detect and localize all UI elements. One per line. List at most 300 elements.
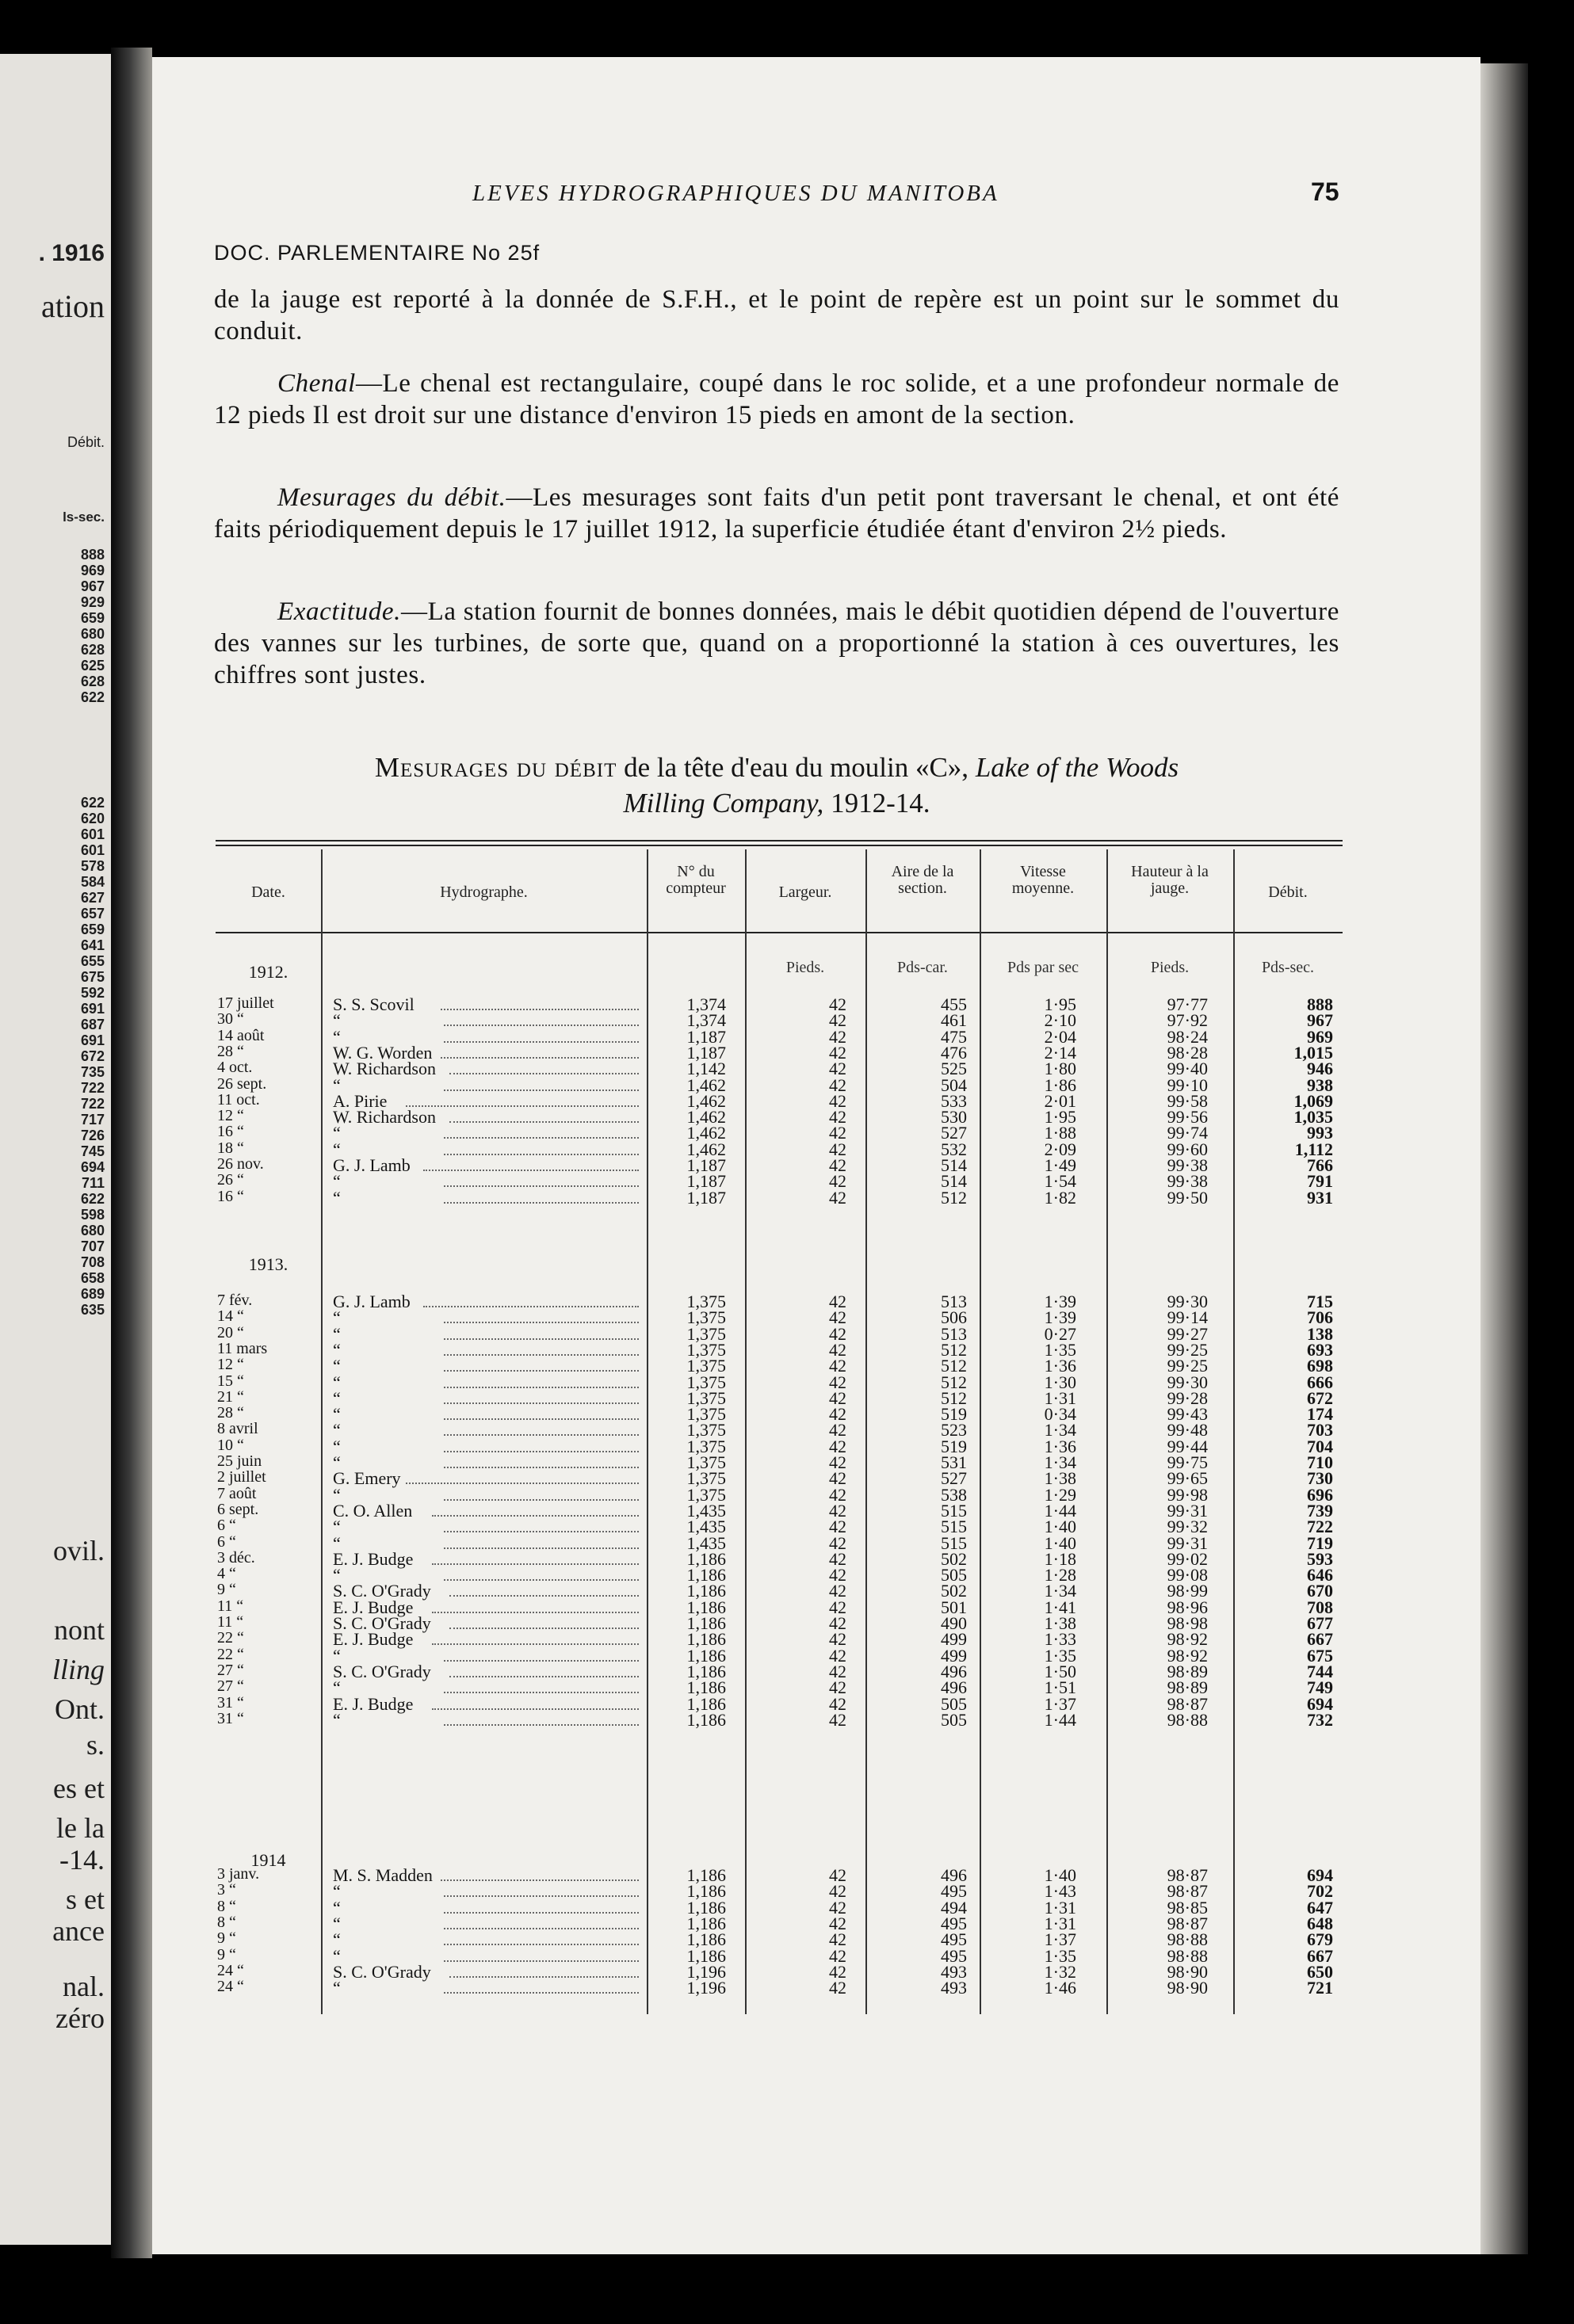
cell-vitesse: 1·35 (1044, 1339, 1076, 1360)
prev-text-line: zéro (55, 2002, 105, 2034)
cell-debit: 967 (1307, 1010, 1333, 1031)
cell-compteur: 1,435 (686, 1500, 726, 1521)
year-label: 1914 (250, 1850, 286, 1870)
cell-aire: 499 (941, 1645, 967, 1666)
cell-compteur: 1,186 (686, 1913, 726, 1933)
cell-hauteur: 98·92 (1167, 1645, 1208, 1666)
cell-debit: 730 (1307, 1468, 1333, 1489)
cell-largeur: 42 (829, 1372, 846, 1392)
cell-aire: 512 (941, 1387, 967, 1408)
cell-date: 14 août (217, 1026, 265, 1044)
cell-debit: 702 (1307, 1881, 1333, 1902)
cell-hydrographe: “ (333, 1171, 341, 1192)
cell-hauteur: 99·65 (1167, 1468, 1208, 1489)
cell-debit: 739 (1307, 1500, 1333, 1521)
cell-debit: 1,112 (1294, 1139, 1333, 1159)
cell-largeur: 42 (829, 1961, 846, 1982)
cell-debit: 667 (1307, 1629, 1333, 1650)
prev-value: 622 (80, 795, 105, 811)
cell-aire: 523 (941, 1420, 967, 1441)
cell-hauteur: 99·25 (1167, 1339, 1208, 1360)
cell-largeur: 42 (829, 1484, 846, 1505)
previous-page-fragment (0, 54, 111, 2245)
cell-hydrographe: “ (333, 1929, 341, 1950)
cell-largeur: 42 (829, 1010, 846, 1031)
cell-debit: 744 (1307, 1661, 1333, 1681)
year-label: 1913. (248, 1254, 288, 1274)
cell-debit: 698 (1307, 1356, 1333, 1376)
col-divider-1 (321, 849, 323, 2014)
paragraph-chenal (214, 368, 1339, 431)
cell-hydrographe: E. J. Budge (333, 1548, 414, 1569)
prev-value: 658 (80, 1270, 105, 1286)
dot-leader (444, 1154, 639, 1155)
cell-debit: 708 (1307, 1597, 1333, 1617)
cell-debit: 138 (1307, 1323, 1333, 1344)
prev-value: 680 (80, 626, 105, 642)
cell-aire: 475 (941, 1026, 967, 1047)
cell-debit: 732 (1307, 1709, 1333, 1730)
cell-hydrographe: “ (333, 1517, 341, 1537)
cell-aire: 506 (941, 1307, 967, 1328)
dot-leader (449, 1628, 639, 1629)
cell-hauteur: 98·96 (1167, 1597, 1208, 1617)
cell-hauteur: 99·98 (1167, 1484, 1208, 1505)
cell-hauteur: 99·14 (1167, 1307, 1208, 1328)
cell-compteur: 1,375 (686, 1356, 726, 1376)
unit-aire: Pds-car. (897, 959, 948, 976)
prev-value: 635 (80, 1302, 105, 1318)
cell-aire: 455 (941, 994, 967, 1014)
cell-compteur: 1,187 (686, 1171, 726, 1192)
cell-largeur: 42 (829, 1404, 846, 1425)
cell-hauteur: 98·88 (1167, 1929, 1208, 1950)
cell-hydrographe: “ (333, 1307, 341, 1328)
cell-date: 26 nov. (217, 1155, 264, 1173)
prev-heading-word: ation (41, 288, 105, 324)
cell-hydrographe: S. S. Scovil (333, 994, 415, 1014)
dot-leader (406, 1105, 639, 1107)
prev-text-line: Ont. (55, 1693, 105, 1725)
cell-aire: 533 (941, 1090, 967, 1111)
cell-hydrographe: “ (333, 1452, 341, 1472)
cell-largeur: 42 (829, 1059, 846, 1079)
prev-value: 717 (80, 1112, 105, 1128)
table-top-rule (216, 840, 1343, 841)
cell-date: 16 “ (217, 1123, 244, 1141)
cell-largeur: 42 (829, 1661, 846, 1681)
cell-vitesse: 1·33 (1044, 1629, 1076, 1650)
cell-date: 21 “ (217, 1387, 244, 1406)
cell-debit: 969 (1307, 1026, 1333, 1047)
prev-value: 745 (80, 1143, 105, 1159)
paragraph-exactitude-text: —La station fournit de bonnes données, mais le débit quotidien dépend de l'ouverture des vannes sur les turbines, de sorte que, quand on a proportionné la station à ces ouvertures, les chiffres sont justes. (214, 597, 1339, 689)
cell-date: 17 juillet (217, 994, 274, 1012)
cell-vitesse: 1·40 (1044, 1517, 1076, 1537)
dot-leader (441, 1057, 639, 1059)
cell-compteur: 1,186 (686, 1581, 726, 1601)
cell-vitesse: 2·09 (1044, 1139, 1076, 1159)
cell-aire: 531 (941, 1452, 967, 1472)
cell-debit: 646 (1307, 1565, 1333, 1586)
cell-compteur: 1,186 (686, 1597, 726, 1617)
cell-aire: 461 (941, 1010, 967, 1031)
cell-aire: 493 (941, 1961, 967, 1982)
unit-debit: Pds-sec. (1261, 959, 1315, 976)
header-hydrographe: Hydrographe. (440, 883, 528, 901)
dot-leader (444, 1185, 639, 1187)
cell-date: 9 “ (217, 1929, 236, 1948)
cell-hydrographe: “ (333, 1123, 341, 1143)
cell-hydrographe: “ (333, 1026, 341, 1047)
cell-date: 11 oct. (217, 1090, 260, 1109)
prev-value: 592 (80, 985, 105, 1001)
cell-hydrographe: A. Pirie (333, 1090, 388, 1111)
cell-hauteur: 98·87 (1167, 1913, 1208, 1933)
cell-hydrographe: “ (333, 1532, 341, 1553)
cell-largeur: 42 (829, 1155, 846, 1175)
cell-vitesse: 1·36 (1044, 1356, 1076, 1376)
paragraph-intro (214, 284, 1339, 347)
cell-compteur: 1,374 (686, 1010, 726, 1031)
cell-largeur: 42 (829, 1307, 846, 1328)
cell-date: 9 “ (217, 1581, 236, 1599)
cell-debit: 1,035 (1293, 1107, 1333, 1128)
cell-largeur: 42 (829, 1929, 846, 1950)
cell-date: 15 “ (217, 1372, 244, 1390)
header-compteur: N° du compteur (666, 863, 726, 897)
cell-debit: 672 (1307, 1387, 1333, 1408)
prev-value: 657 (80, 906, 105, 922)
cell-hydrographe: S. C. O'Grady (333, 1581, 431, 1601)
cell-date: 28 “ (217, 1404, 244, 1422)
paragraph-mesurages-text: —Les mesurages sont faits d'un petit pont traversant le chenal, et ont été faits périodiquement depuis le 17 juillet 1912, la superficie étudiée étant d'environ 2½ pieds. (214, 483, 1339, 544)
cell-date: 26 sept. (217, 1074, 267, 1093)
cell-debit: 710 (1307, 1452, 1333, 1472)
cell-vitesse: 1·95 (1044, 1107, 1076, 1128)
cell-hauteur: 99·38 (1167, 1171, 1208, 1192)
prev-value: 888 (80, 547, 105, 563)
cell-date: 20 “ (217, 1323, 244, 1341)
cell-date: 9 “ (217, 1945, 236, 1963)
prev-value: 708 (80, 1254, 105, 1270)
cell-largeur: 42 (829, 1323, 846, 1344)
cell-largeur: 42 (829, 1042, 846, 1063)
cell-compteur: 1,375 (686, 1436, 726, 1456)
cell-aire: 512 (941, 1356, 967, 1376)
cell-vitesse: 2·14 (1044, 1042, 1076, 1063)
document-reference: DOC. PARLEMENTAIRE No 25f (214, 241, 541, 265)
cell-largeur: 42 (829, 1339, 846, 1360)
cell-aire: 515 (941, 1500, 967, 1521)
prev-value: 641 (80, 937, 105, 953)
cell-compteur: 1,462 (686, 1074, 726, 1095)
cell-debit: 693 (1307, 1339, 1333, 1360)
prev-text-line: es et (53, 1773, 105, 1804)
cell-vitesse: 1·80 (1044, 1059, 1076, 1079)
paragraph-exactitude (214, 596, 1339, 691)
cell-vitesse: 1·43 (1044, 1881, 1076, 1902)
cell-vitesse: 1·37 (1044, 1929, 1076, 1950)
cell-hauteur: 97·77 (1167, 994, 1208, 1014)
cell-hydrographe: S. C. O'Grady (333, 1661, 431, 1681)
unit-largeur: Pieds. (785, 959, 825, 976)
cell-largeur: 42 (829, 1171, 846, 1192)
cell-aire: 538 (941, 1484, 967, 1505)
cell-vitesse: 1·37 (1044, 1693, 1076, 1714)
cell-compteur: 1,186 (686, 1645, 726, 1666)
cell-vitesse: 1·46 (1044, 1978, 1076, 1998)
cell-debit: 670 (1307, 1581, 1333, 1601)
cell-hydrographe: “ (333, 1677, 341, 1698)
cell-compteur: 1,186 (686, 1629, 726, 1650)
cell-largeur: 42 (829, 1292, 846, 1311)
cell-aire: 493 (941, 1978, 967, 1998)
cell-hauteur: 99·30 (1167, 1372, 1208, 1392)
prev-value: 622 (80, 1191, 105, 1207)
cell-hauteur: 98·87 (1167, 1693, 1208, 1714)
paragraph-chenal-text: —Le chenal est rectangulaire, coupé dans le roc solide, et a une profondeur normale de 12 pieds Il est droit sur une distance d'environ 15 pieds en amont de la section. (214, 369, 1339, 429)
dot-leader (444, 1338, 639, 1340)
cell-aire: 519 (941, 1436, 967, 1456)
cell-vitesse: 1·88 (1044, 1123, 1076, 1143)
cell-largeur: 42 (829, 1978, 846, 1998)
dot-leader (444, 1467, 639, 1468)
cell-compteur: 1,462 (686, 1139, 726, 1159)
prev-value: 735 (80, 1064, 105, 1080)
prev-text-line: s et (66, 1883, 105, 1915)
header-hauteur: Hauteur à la jauge. (1131, 863, 1209, 897)
cell-hauteur: 98·99 (1167, 1581, 1208, 1601)
cell-debit: 703 (1307, 1420, 1333, 1441)
cell-aire: 496 (941, 1865, 967, 1885)
cell-hauteur: 99·44 (1167, 1436, 1208, 1456)
cell-hydrographe: “ (333, 1187, 341, 1208)
cell-compteur: 1,196 (686, 1961, 726, 1982)
cell-largeur: 42 (829, 1026, 846, 1047)
dot-leader (444, 1025, 639, 1026)
cell-date: 28 “ (217, 1042, 244, 1060)
cell-hauteur: 99·60 (1167, 1139, 1208, 1159)
cell-debit: 667 (1307, 1945, 1333, 1966)
cell-hydrographe: “ (333, 1074, 341, 1095)
cell-aire: 495 (941, 1945, 967, 1966)
cell-compteur: 1,186 (686, 1709, 726, 1730)
cell-vitesse: 1·31 (1044, 1913, 1076, 1933)
cell-date: 6 “ (217, 1532, 236, 1551)
cell-aire: 512 (941, 1339, 967, 1360)
cell-aire: 505 (941, 1709, 967, 1730)
dot-leader (441, 1009, 639, 1010)
cell-largeur: 42 (829, 1452, 846, 1472)
prev-value: 711 (81, 1175, 105, 1191)
cell-vitesse: 1·51 (1044, 1677, 1076, 1698)
dot-leader (444, 1960, 639, 1962)
cell-debit: 721 (1307, 1978, 1333, 1998)
dot-leader (449, 1676, 639, 1677)
cell-aire: 513 (941, 1323, 967, 1344)
cell-compteur: 1,462 (686, 1107, 726, 1128)
cell-hauteur: 98·88 (1167, 1945, 1208, 1966)
cell-hauteur: 98·24 (1167, 1026, 1208, 1047)
cell-compteur: 1,187 (686, 1042, 726, 1063)
cell-hauteur: 99·30 (1167, 1292, 1208, 1311)
cell-debit: 888 (1307, 994, 1333, 1014)
cell-hydrographe: “ (333, 1978, 341, 1998)
prev-value: 687 (80, 1017, 105, 1032)
cell-vitesse: 2·01 (1044, 1090, 1076, 1111)
cell-compteur: 1,375 (686, 1420, 726, 1441)
cell-hauteur: 99·40 (1167, 1059, 1208, 1079)
cell-vitesse: 1·35 (1044, 1645, 1076, 1666)
cell-vitesse: 1·30 (1044, 1372, 1076, 1392)
cell-hydrographe: E. J. Budge (333, 1629, 414, 1650)
cell-debit: 647 (1307, 1897, 1333, 1918)
cell-debit: 694 (1307, 1693, 1333, 1714)
prev-text-line: nal. (63, 1971, 105, 2002)
cell-vitesse: 1·44 (1044, 1500, 1076, 1521)
cell-aire: 499 (941, 1629, 967, 1650)
cell-debit: 696 (1307, 1484, 1333, 1505)
cell-largeur: 42 (829, 1123, 846, 1143)
cell-date: 31 “ (217, 1709, 244, 1727)
dot-leader (444, 1692, 639, 1693)
cell-debit: 1,015 (1293, 1042, 1333, 1063)
cell-vitesse: 1·32 (1044, 1961, 1076, 1982)
prev-value: 694 (80, 1159, 105, 1175)
prev-heading-year: . 1916 (38, 240, 105, 266)
dot-leader (406, 1483, 639, 1484)
dot-leader (444, 1912, 639, 1914)
cell-debit: 679 (1307, 1929, 1333, 1950)
cell-date: 12 “ (217, 1107, 244, 1125)
cell-compteur: 1,186 (686, 1565, 726, 1586)
cell-aire: 496 (941, 1677, 967, 1698)
cell-aire: 490 (941, 1613, 967, 1633)
cell-compteur: 1,375 (686, 1468, 726, 1489)
cell-hauteur: 99·28 (1167, 1387, 1208, 1408)
cell-vitesse: 1·34 (1044, 1452, 1076, 1472)
cell-hauteur: 99·27 (1167, 1323, 1208, 1344)
cell-compteur: 1,187 (686, 1026, 726, 1047)
cell-hauteur: 99·50 (1167, 1187, 1208, 1208)
cell-aire: 495 (941, 1929, 967, 1950)
cell-largeur: 42 (829, 994, 846, 1014)
prev-value: 598 (80, 1207, 105, 1223)
table-top-rule-2 (216, 845, 1343, 846)
caption-company-1: Lake of the Woods (975, 752, 1179, 783)
dot-leader (444, 1531, 639, 1532)
header-largeur: Largeur. (778, 883, 832, 901)
dot-leader (444, 1089, 639, 1091)
prev-column-label: Débit. (67, 434, 105, 450)
paragraph-mesurages (214, 482, 1339, 545)
prev-value: 628 (80, 674, 105, 689)
cell-compteur: 1,375 (686, 1484, 726, 1505)
cell-aire: 502 (941, 1548, 967, 1569)
cell-largeur: 42 (829, 1356, 846, 1376)
prev-text-line: ance (52, 1915, 105, 1947)
header-vitesse: Vitesse moyenne. (1011, 863, 1075, 897)
cell-hydrographe: W. Richardson (333, 1107, 436, 1128)
prev-text-line: nont (53, 1614, 105, 1646)
dot-leader (432, 1643, 639, 1645)
cell-vitesse: 1·35 (1044, 1945, 1076, 1966)
dot-leader (444, 1354, 639, 1356)
table-caption (214, 750, 1339, 821)
cell-hydrographe: “ (333, 1709, 341, 1730)
prev-value: 622 (80, 689, 105, 705)
cell-hydrographe: E. J. Budge (333, 1597, 414, 1617)
cell-hydrographe: W. G. Worden (333, 1042, 433, 1063)
cell-debit: 719 (1307, 1532, 1333, 1553)
cell-vitesse: 1·28 (1044, 1565, 1076, 1586)
cell-debit: 677 (1307, 1613, 1333, 1633)
cell-largeur: 42 (829, 1565, 846, 1586)
cell-compteur: 1,375 (686, 1339, 726, 1360)
cell-compteur: 1,375 (686, 1323, 726, 1344)
prev-value: 655 (80, 953, 105, 969)
cell-date: 30 “ (217, 1010, 244, 1028)
cell-compteur: 1,186 (686, 1677, 726, 1698)
dot-leader (432, 1563, 639, 1565)
caption-small-caps: Mesurages du débit (374, 752, 617, 783)
cell-compteur: 1,435 (686, 1517, 726, 1537)
cell-largeur: 42 (829, 1945, 846, 1966)
cell-compteur: 1,462 (686, 1123, 726, 1143)
cell-vitesse: 1·86 (1044, 1074, 1076, 1095)
cell-largeur: 42 (829, 1420, 846, 1441)
prev-value: 722 (80, 1080, 105, 1096)
caption-middle: de la tête d'eau du moulin «C», (624, 752, 969, 783)
cell-hauteur: 99·75 (1167, 1452, 1208, 1472)
cell-largeur: 42 (829, 1187, 846, 1208)
cell-hydrographe: C. O. Allen (333, 1500, 413, 1521)
cell-aire: 532 (941, 1139, 967, 1159)
cell-date: 10 “ (217, 1436, 244, 1454)
cell-hydrographe: “ (333, 1404, 341, 1425)
cell-hydrographe: “ (333, 1420, 341, 1441)
cell-vitesse: 2·04 (1044, 1026, 1076, 1047)
cell-aire: 505 (941, 1693, 967, 1714)
cell-hydrographe: “ (333, 1323, 341, 1344)
prev-value: 628 (80, 642, 105, 658)
cell-date: 11 “ (217, 1613, 244, 1631)
cell-compteur: 1,142 (686, 1059, 726, 1079)
cell-vitesse: 1·38 (1044, 1613, 1076, 1633)
cell-aire: 514 (941, 1171, 967, 1192)
prev-value: 691 (80, 1032, 105, 1048)
cell-aire: 512 (941, 1372, 967, 1392)
cell-debit: 648 (1307, 1913, 1333, 1933)
cell-date: 8 “ (217, 1913, 236, 1931)
table-header-rule (216, 932, 1343, 933)
dot-leader (444, 1660, 639, 1662)
header-aire: Aire de la section. (891, 863, 954, 897)
cell-vitesse: 1·39 (1044, 1307, 1076, 1328)
cell-hydrographe: “ (333, 1372, 341, 1392)
cell-compteur: 1,375 (686, 1372, 726, 1392)
cell-aire: 525 (941, 1059, 967, 1079)
cell-vitesse: 1·38 (1044, 1468, 1076, 1489)
dot-leader (423, 1306, 639, 1307)
cell-hauteur: 99·74 (1167, 1123, 1208, 1143)
cell-vitesse: 1·39 (1044, 1292, 1076, 1311)
cell-largeur: 42 (829, 1881, 846, 1902)
cell-hauteur: 99·25 (1167, 1356, 1208, 1376)
book-gutter (111, 48, 152, 2258)
cell-date: 16 “ (217, 1187, 244, 1205)
